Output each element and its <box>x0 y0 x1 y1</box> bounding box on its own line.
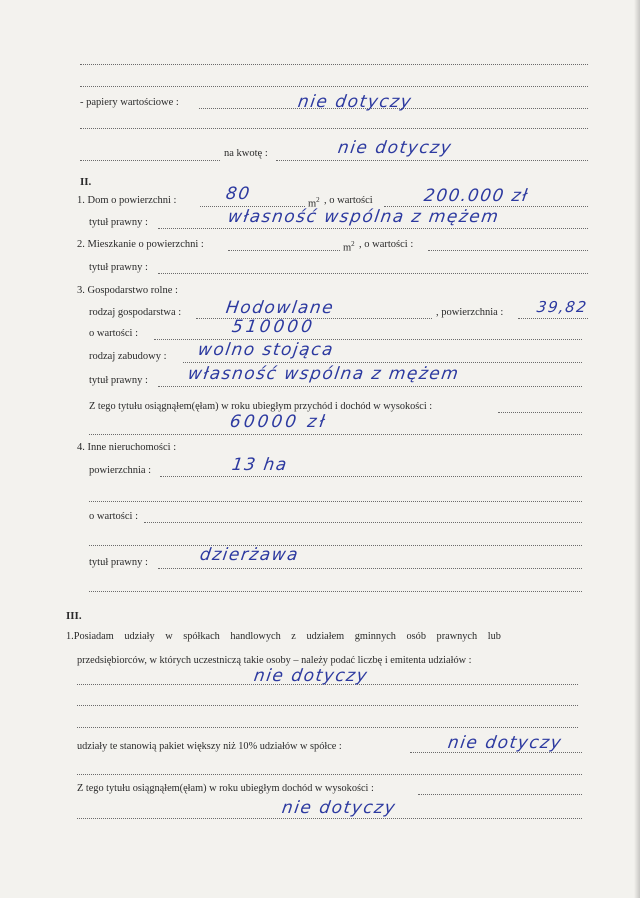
farm-area-label: , powierzchnia : <box>436 307 504 318</box>
farm-type-label: rodzaj gospodarstwa : <box>89 307 182 318</box>
house-title-value: własność wspólna z mężem <box>226 207 501 227</box>
farm-value: 510000 <box>230 317 317 337</box>
shares-line-2: przedsiębiorców, w których uczestniczą takie osoby – należy podać liczbę i emitenta udziałów : <box>77 655 472 666</box>
shares-stake-value: nie dotyczy <box>446 733 564 753</box>
dotted-line <box>80 86 588 87</box>
dotted-line <box>89 501 582 502</box>
farm-type-value: Hodowlane <box>224 298 336 318</box>
farm-value-label: o wartości : <box>89 328 138 339</box>
dotted-line <box>160 476 582 477</box>
dotted-line <box>77 727 578 728</box>
farm-title-value: własność wspólna z mężem <box>186 364 461 384</box>
dotted-line <box>158 568 582 569</box>
section-heading: II. <box>80 176 92 188</box>
farm-income-value: 60000 zł <box>228 412 329 432</box>
dotted-line <box>183 362 582 363</box>
shares-income-label: Z tego tytułu osiągnąłem(ęłam) w roku ubiegłym dochód w wysokości : <box>77 783 374 794</box>
other-title-label: tytuł prawny : <box>89 557 148 568</box>
other-area-label: powierzchnia : <box>89 465 152 476</box>
dotted-line <box>276 160 588 161</box>
apartment-area-label: 2. Mieszkanie o powierzchni : <box>77 239 204 250</box>
farm-building-label: rodzaj zabudowy : <box>89 351 167 362</box>
house-area-value: 80 <box>224 184 253 204</box>
house-value: 200.000 zł <box>422 186 530 206</box>
shares-stake-label: udziały te stanowią pakiet większy niż 10% udziałów w spółce : <box>77 741 342 752</box>
apartment-title-label: tytuł prawny : <box>89 262 148 273</box>
house-area-label: 1. Dom o powierzchni : <box>77 195 177 206</box>
dotted-line <box>158 386 582 387</box>
section-heading: III. <box>66 610 82 622</box>
farm-label: 3. Gospodarstwo rolne : <box>77 285 178 296</box>
securities-value: nie dotyczy <box>296 92 414 112</box>
dotted-line <box>77 774 582 775</box>
farm-title-label: tytuł prawny : <box>89 375 148 386</box>
farm-income-label: Z tego tytułu osiągnąłem(ęłam) w roku ubiegłym przychód i dochód w wysokości : <box>89 401 433 412</box>
dotted-line <box>228 250 340 251</box>
apartment-unit: $m^2$ <box>343 240 355 254</box>
dotted-line <box>77 818 582 819</box>
shares-value: nie dotyczy <box>252 666 370 686</box>
other-title-value: dzierżawa <box>198 545 301 565</box>
house-unit: $m^2$ <box>308 196 320 210</box>
dotted-line <box>89 434 582 435</box>
securities-label: - papiery wartościowe : <box>80 97 179 108</box>
other-area-value: 13 ha <box>230 455 290 475</box>
farm-building-value: wolno stojąca <box>196 340 336 360</box>
dotted-line <box>158 273 588 274</box>
dotted-line <box>144 522 582 523</box>
dotted-line <box>80 128 588 129</box>
other-value-label: o wartości : <box>89 511 138 522</box>
dotted-line <box>418 794 582 795</box>
dotted-line <box>158 228 588 229</box>
shares-income-value: nie dotyczy <box>280 798 398 818</box>
amount-value: nie dotyczy <box>336 138 454 158</box>
house-title-label: tytuł prawny : <box>89 217 148 228</box>
farm-area-value: 39,82 <box>535 298 589 316</box>
other-property-label: 4. Inne nieruchomości : <box>77 442 177 453</box>
dotted-line <box>518 318 588 319</box>
page-edge-shadow <box>634 0 640 898</box>
shares-line-1: 1.Posiadam udziały w spółkach handlowych z udziałem gminnych osób prawnych lub <box>66 631 501 642</box>
dotted-line <box>428 250 588 251</box>
dotted-line <box>89 591 582 592</box>
dotted-line <box>77 705 578 706</box>
dotted-line <box>80 64 588 65</box>
dotted-line <box>80 160 220 161</box>
apartment-value-label: , o wartości : <box>359 239 414 250</box>
amount-label: na kwotę : <box>224 148 268 159</box>
dotted-line <box>89 545 582 546</box>
dotted-line <box>498 412 582 413</box>
house-value-label: , o wartości <box>324 195 373 206</box>
